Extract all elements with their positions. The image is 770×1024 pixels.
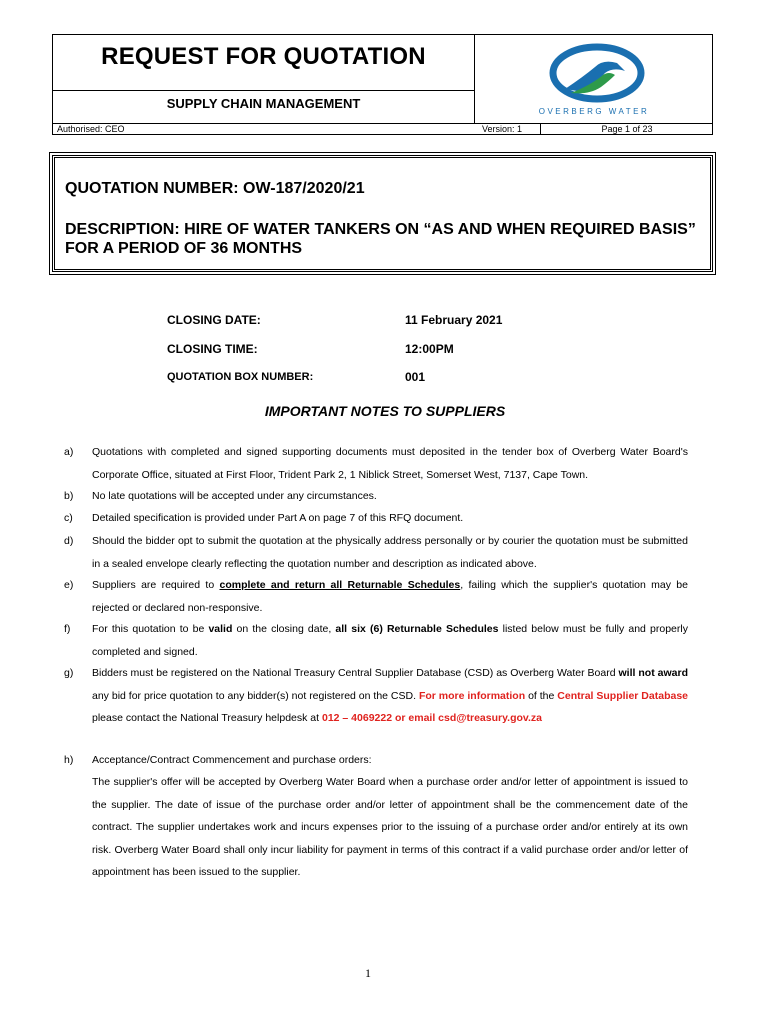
closing-date-label: CLOSING DATE: [167, 313, 261, 327]
note-text-highlight: For more information [418, 689, 526, 702]
note-text: Should the bidder opt to submit the quotation at the physically address personally or by courier the quotation must be submitted in a sealed envelope clearly reflecting the quotation number and description as indicated above. [92, 535, 688, 570]
note-text-part: , failing which the supplier's quotation may be rejected or declared non-responsive. [92, 579, 688, 614]
document-header [52, 34, 713, 135]
note-text-part: Bidders must be registered on the National Treasury Central Supplier Database (CSD) as Overberg Water Board [92, 667, 619, 679]
quotation-box-label: QUOTATION BOX NUMBER: [167, 371, 314, 383]
logo-text: OVERBERG WATER [538, 107, 650, 116]
closing-time-value: 12:00PM [405, 342, 454, 356]
note-text: Detailed specification is provided under Part A on page 7 of this RFQ document. [92, 512, 464, 524]
note-letter: a) [64, 446, 74, 458]
document-title: REQUEST FOR QUOTATION [101, 43, 426, 70]
note-text-emphasis: complete and return all Returnable Schedules [219, 579, 461, 591]
header-divider [474, 35, 475, 123]
header-divider [53, 90, 474, 91]
note-letter: g) [64, 667, 74, 679]
note-text: The supplier's offer will be accepted by Overberg Water Board when a purchase order and/or letter of appointment is issued to the supplier. The date of issue of the purchase order and/or letter of appointment shall be the commencement date of the contract. The supplier undertakes work and incurs expenses prior to the issuing of a purchase order and/or entirely at its own risk. Overberg Water Board shall only incur liability for payment in terms of this contract if a valid purchase order and/or letter of appointment has been issued to the supplier. [92, 776, 688, 878]
note-text: Quotations with completed and signed supporting documents must deposited in the tender box of Overberg Water Board's Corporate Office, situated at First Floor, Trident Park 2, 1 Niblick Street, Somerset West, 7137, Cape Town. [92, 446, 688, 481]
note-text-part: of the [525, 689, 558, 702]
page-number: 1 [365, 966, 371, 980]
note-letter: h) [64, 754, 74, 766]
page-count-label: Page 1 of 23 [601, 124, 653, 134]
note-text-highlight: 012 – 4069222 or email csd@treasury.gov.za [321, 712, 542, 724]
quotation-box [52, 155, 713, 272]
note-text [92, 662, 688, 730]
closing-date-value: 11 February 2021 [405, 313, 503, 327]
document-subtitle: SUPPLY CHAIN MANAGEMENT [166, 96, 361, 111]
note-text-emphasis: valid [208, 623, 233, 635]
note-text-part: For this quotation to be [92, 623, 209, 635]
quotation-box-value: 001 [405, 370, 426, 384]
note-text-emphasis: all six (6) Returnable Schedules [335, 623, 499, 635]
note-text [92, 618, 688, 663]
version-label: Version: 1 [482, 124, 523, 134]
important-notes-heading: IMPORTANT NOTES TO SUPPLIERS [264, 403, 506, 419]
closing-time-label: CLOSING TIME: [167, 342, 258, 356]
note-text-part: on the closing date, [232, 623, 336, 635]
note-text-part: listed below must be fully and properly completed and signed. [92, 623, 688, 658]
note-text-highlight: Central Supplier Database [557, 689, 689, 702]
quotation-description: DESCRIPTION: HIRE OF WATER TANKERS ON “AS AND WHEN REQUIRED BASIS” FOR A PERIOD OF 36 MONTHS [65, 221, 696, 257]
note-text-part: Suppliers are required to [92, 579, 220, 591]
note-text-part: please contact the National Treasury helpdesk at [92, 712, 322, 724]
note-letter: d) [64, 535, 74, 547]
note-letter: c) [64, 512, 73, 524]
authorised-label: Authorised: CEO [57, 124, 125, 134]
note-letter: b) [64, 490, 74, 502]
note-text [92, 574, 688, 619]
note-text-emphasis: will not award [618, 667, 688, 679]
note-letter: e) [64, 579, 74, 591]
note-text: No late quotations will be accepted under any circumstances. [92, 490, 377, 502]
note-text-part: any bid for price quotation to any bidder(s) not registered on the CSD. [92, 689, 419, 702]
quotation-number: QUOTATION NUMBER: OW-187/2020/21 [65, 180, 365, 197]
note-letter: f) [64, 623, 71, 635]
note-heading: Acceptance/Contract Commencement and purchase orders: [92, 754, 372, 766]
